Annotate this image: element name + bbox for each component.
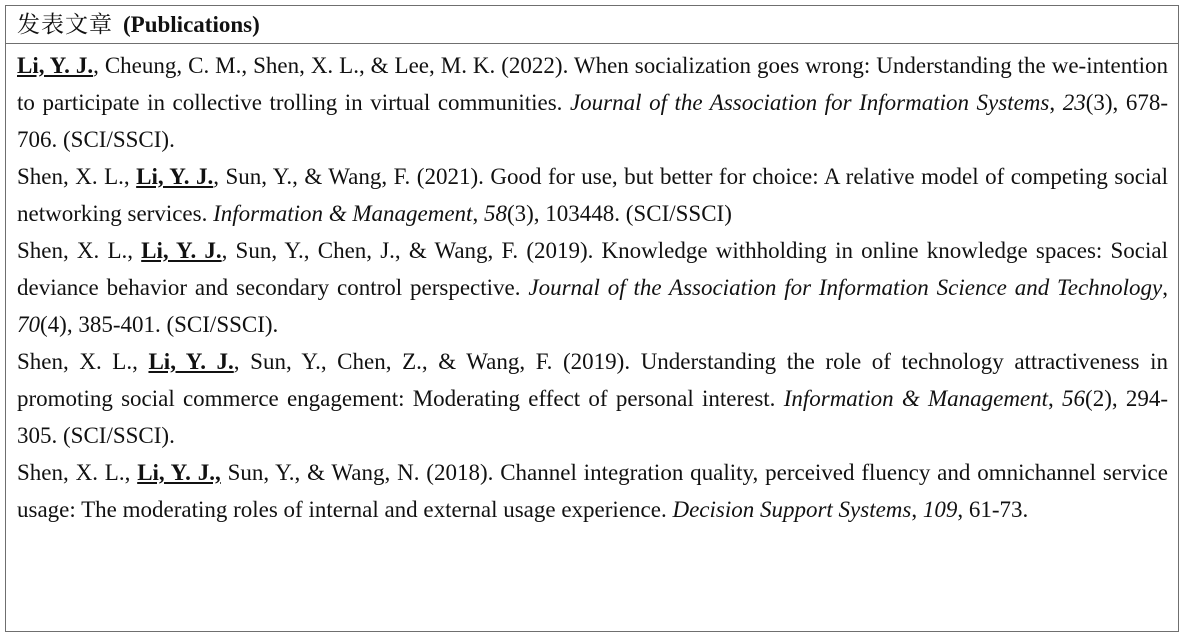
citation-tail: (2), 294-305. (SCI/SSCI). xyxy=(17,386,1169,448)
citation-tail: , 61-73. xyxy=(957,497,1029,522)
authors-before: Shen, X. L., xyxy=(17,164,137,189)
citation-body: , Sun, Y., Chen, Z., & Wang, F. (2019). Understanding the role of technology attractiveness in promoting social commerce engagement: Moderating effect of personal interest. xyxy=(17,349,1168,411)
header-title-chinese: 发表文章 xyxy=(17,12,113,38)
citation-tail: (4), 385-401. (SCI/SSCI). xyxy=(40,312,279,337)
citation-body: , Cheung, C. M., Shen, X. L., & Lee, M. K. (2022). When socialization goes wrong: Understanding the we-intention to participate in collective trolling in virtual communities. xyxy=(17,53,1168,115)
citation-body: , Sun, Y., Chen, J., & Wang, F. (2019). Knowledge withholding in online knowledge spaces: Social deviance behavior and secondary control perspective. xyxy=(17,238,1168,300)
highlighted-author: Li, Y. J. xyxy=(136,164,214,189)
highlighted-author: Li, Y. J. xyxy=(148,349,234,374)
separator: , xyxy=(472,201,484,226)
volume-number: 70 xyxy=(17,312,40,337)
separator: , xyxy=(911,497,923,522)
publication-entry xyxy=(17,454,1168,528)
publication-list xyxy=(17,47,1168,528)
publication-entry xyxy=(17,47,1168,158)
journal-name: Information & Management xyxy=(783,386,1049,411)
publication-entry xyxy=(17,343,1168,454)
highlighted-author: Li, Y. J. xyxy=(141,238,222,263)
journal-name: Journal of the Association for Information Systems xyxy=(569,90,1050,115)
citation-body: , Sun, Y., & Wang, F. (2021). Good for use, but better for choice: A relative model of competing social networking services. xyxy=(17,164,1168,226)
authors-before: Shen, X. L., xyxy=(17,460,138,485)
separator: , xyxy=(1049,90,1063,115)
publication-entry xyxy=(17,158,1168,232)
separator: , xyxy=(1162,275,1168,300)
volume-number: 58 xyxy=(483,201,507,226)
citation-tail: (3), 103448. (SCI/SSCI) xyxy=(506,201,732,226)
citation-tail: (3), 678-706. (SCI/SSCI). xyxy=(17,90,1168,152)
volume-number: 109 xyxy=(922,497,958,522)
header-title-english: (Publications) xyxy=(123,12,260,37)
publications-table xyxy=(5,5,1179,632)
table-header xyxy=(6,6,1178,44)
volume-number: 56 xyxy=(1062,386,1086,411)
journal-name: Information & Management xyxy=(213,201,473,226)
authors-before: Shen, X. L., xyxy=(17,238,142,263)
volume-number: 23 xyxy=(1062,90,1086,115)
authors-before: Shen, X. L., xyxy=(17,349,149,374)
journal-name: Journal of the Association for Information Science and Technology xyxy=(528,275,1163,300)
highlighted-author: Li, Y. J., xyxy=(137,460,221,485)
publication-entry xyxy=(17,232,1168,343)
citation-body: Sun, Y., & Wang, N. (2018). Channel integration quality, perceived fluency and omnichannel service usage: The moderating roles of internal and external usage experience. xyxy=(17,460,1168,522)
journal-name: Decision Support Systems xyxy=(672,497,912,522)
highlighted-author: Li, Y. J. xyxy=(17,53,94,78)
separator: , xyxy=(1048,386,1063,411)
